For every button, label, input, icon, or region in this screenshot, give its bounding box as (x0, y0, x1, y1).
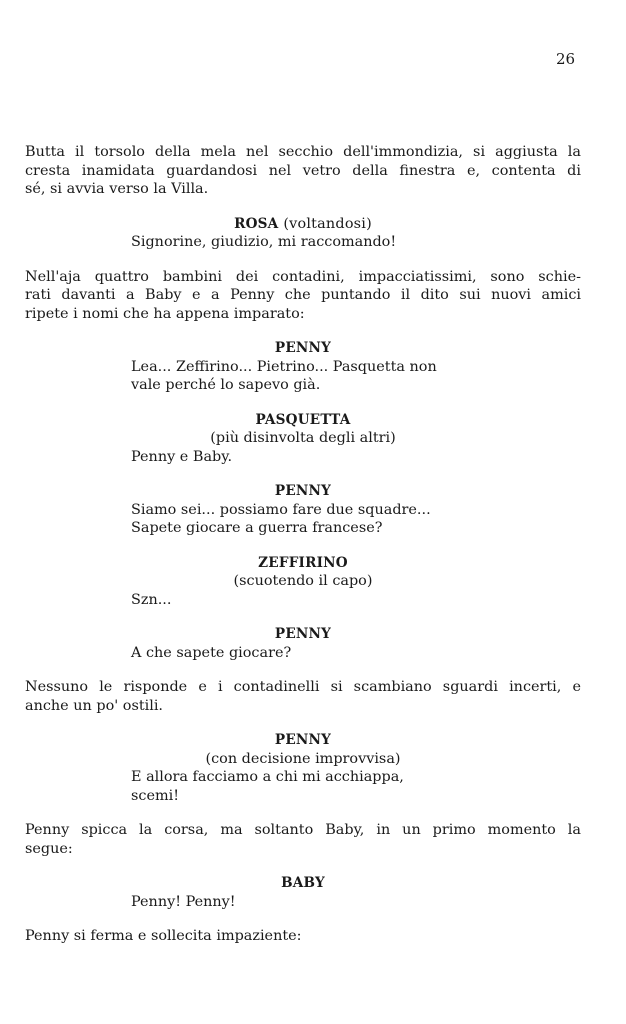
dialogue-text: Sapete giocare a guerra francese? (131, 520, 383, 536)
dialogue-text: E allora facciamo a chi mi acchiappa, (131, 769, 404, 785)
speaker-label: PENNY (274, 626, 332, 642)
dialogue-text: Lea... Zeffirino... Pietrino... Pasquetta non (131, 358, 437, 375)
narrative-paragraph (25, 821, 581, 858)
dialogue-text: A che sapete giocare? (131, 644, 292, 661)
text-line: rati davanti a Baby e a Penny che puntando il dito sui nuovi amici (25, 287, 581, 303)
narrative-paragraph (25, 927, 581, 946)
speaker-label: PASQUETTA (255, 411, 351, 428)
speaker-label: BABY (281, 875, 325, 891)
dialogue-text: Penny! Penny! (131, 893, 236, 910)
stage-direction: (scuotendo il capo) (233, 573, 373, 589)
text-line: Penny spicca la corsa, ma soltanto Baby, in un primo momento la (25, 822, 581, 838)
speaker-name (25, 625, 581, 644)
stage-direction: (con decisione improvvisa) (205, 750, 401, 767)
speaker-name (25, 554, 581, 573)
dialogue-line (25, 501, 581, 538)
text-line: cresta inamidata guardandosi nel vetro della finestra e, contenta di (25, 162, 581, 179)
page-number: 26 (556, 50, 576, 68)
narrative-paragraph (25, 678, 581, 715)
text-line: Nell'aja quattro bambini dei contadini, impacciatissimi, sono schie- (25, 268, 581, 285)
dialogue-text: Signorine, giudizio, mi raccomando! (131, 234, 397, 250)
narrative-paragraph (25, 268, 581, 324)
dialogue-text: Penny e Baby. (131, 448, 233, 465)
stage-direction-inline: (voltandosi) (283, 215, 372, 232)
text-line: segue: (25, 840, 73, 857)
speaker-label: PENNY (274, 732, 332, 748)
speaker-label: ROSA (234, 215, 279, 232)
text-line: Butta il torsolo della mela nel secchio dell'immondizia, si aggiusta la (25, 144, 581, 160)
speaker-name (25, 482, 581, 501)
dialogue-line (25, 448, 581, 467)
text-line: ripete i nomi che ha appena imparato: (25, 305, 305, 322)
narrative-paragraph (25, 143, 581, 199)
dialogue-line (25, 768, 581, 805)
speaker-name (25, 339, 581, 358)
speaker-label: PENNY (274, 340, 332, 356)
speaker-name (25, 874, 581, 893)
dialogue-text: Siamo sei... possiamo fare due squadre... (131, 501, 431, 518)
dialogue-line (25, 644, 581, 663)
dialogue-line (25, 893, 581, 912)
dialogue-line (25, 591, 581, 610)
speaker-name (25, 411, 581, 430)
dialogue-line (25, 233, 581, 252)
speaker-label: PENNY (274, 483, 332, 499)
speaker-name (25, 731, 581, 750)
speaker-label: ZEFFIRINO (258, 554, 348, 571)
text-line: Penny si ferma e sollecita impaziente: (25, 928, 302, 944)
dialogue-text: Szn... (131, 591, 172, 608)
script-text (25, 143, 581, 962)
dialogue-line (25, 358, 581, 395)
stage-direction: (più disinvolta degli altri) (210, 430, 396, 446)
text-line: anche un po' ostili. (25, 697, 163, 714)
text-line: sé, si avvia verso la Villa. (25, 181, 209, 197)
dialogue-text: vale perché lo sapevo già. (131, 377, 321, 393)
speaker-name (25, 215, 581, 234)
dialogue-text: scemi! (131, 787, 179, 804)
text-line: Nessuno le risponde e i contadinelli si scambiano sguardi incerti, e (25, 679, 581, 695)
